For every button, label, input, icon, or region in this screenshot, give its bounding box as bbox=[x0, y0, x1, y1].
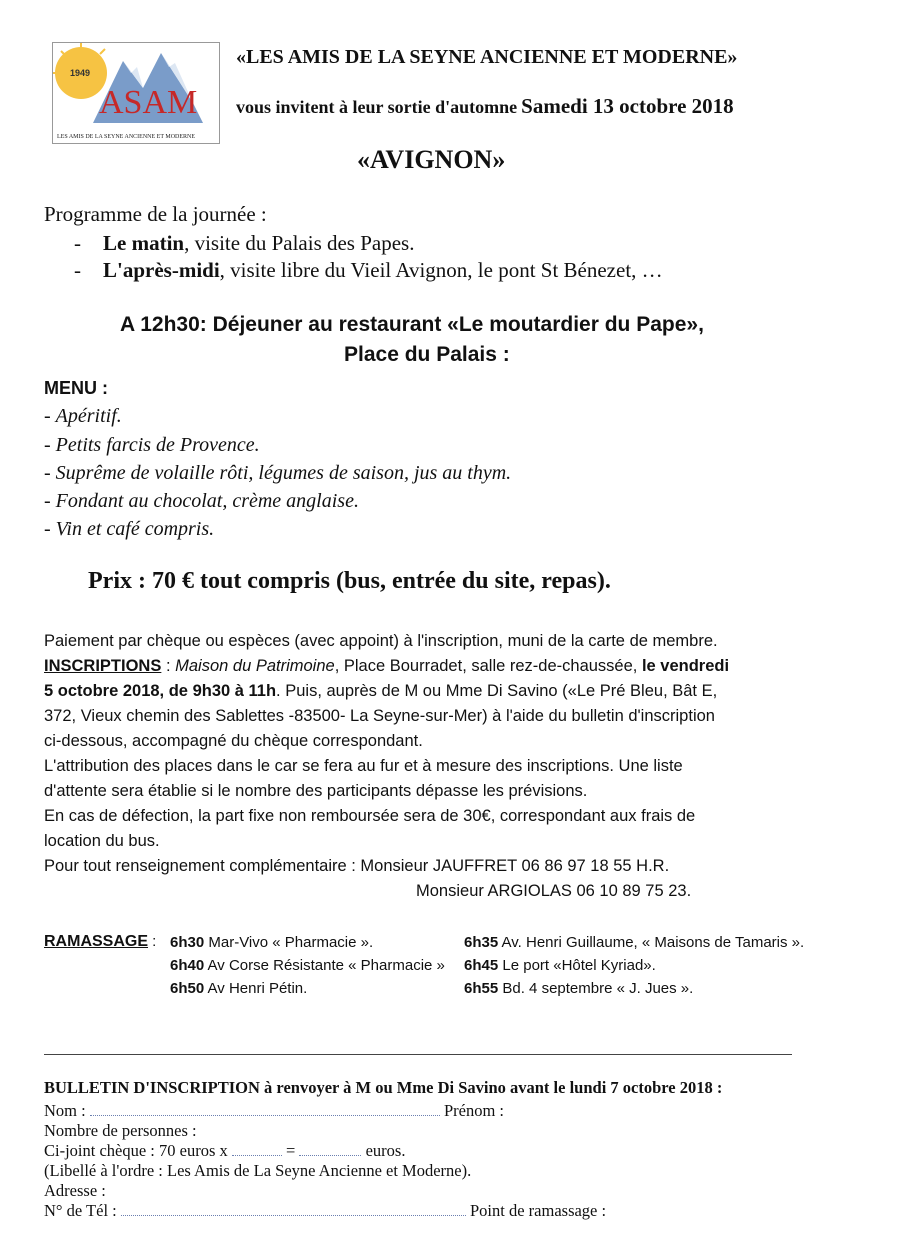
inscriptions-line: INSCRIPTIONS : Maison du Patrimoine, Place Bourradet, salle rez-de-chaussée, le vendredi bbox=[44, 657, 730, 675]
inscriptions-line-2: 5 octobre 2018, de 9h30 à 11h. Puis, auprès de M ou Mme Di Savino («Le Pré Bleu, Bât E, bbox=[44, 682, 718, 700]
ramassage-label: RAMASSAGE : bbox=[44, 933, 157, 950]
nom-field[interactable] bbox=[90, 1103, 440, 1116]
defection-line-1: En cas de défection, la part fixe non remboursée sera de 30€, correspondant aux frais de bbox=[44, 807, 696, 825]
menu-heading: MENU : bbox=[44, 378, 108, 398]
invite-line bbox=[236, 94, 734, 119]
programme-heading: Programme de la journée : bbox=[44, 202, 267, 226]
tel-row bbox=[44, 1201, 606, 1221]
cut-line bbox=[44, 1054, 792, 1055]
logo-graphic bbox=[53, 43, 219, 143]
nom-row bbox=[44, 1101, 504, 1121]
libelle-line: (Libellé à l'ordre : Les Amis de La Seyne Ancienne et Moderne). bbox=[44, 1161, 472, 1180]
price-line: Prix : 70 € tout compris (bus, entrée du site, repas). bbox=[88, 568, 611, 594]
payment-line: Paiement par chèque ou espèces (avec appoint) à l'inscription, muni de la carte de membre. bbox=[44, 632, 718, 650]
logo-caption: LES AMIS DE LA SEYNE ANCIENNE ET MODERNE bbox=[57, 134, 196, 140]
page-title: «AVIGNON» bbox=[357, 145, 506, 174]
menu-item: - Apéritif. bbox=[44, 405, 122, 427]
lunch-line-2: Place du Palais : bbox=[344, 343, 510, 366]
logo-year: 1949 bbox=[70, 68, 91, 78]
bulletin-heading: BULLETIN D'INSCRIPTION à renvoyer à M ou Mme Di Savino avant le lundi 7 octobre 2018 : bbox=[44, 1078, 723, 1097]
point-label: Point de ramassage : bbox=[470, 1201, 607, 1220]
prenom-label: Prénom : bbox=[443, 1101, 505, 1120]
inscriptions-line-3: 372, Vieux chemin des Sablettes -83500- La Seyne-sur-Mer) à l'aide du bulletin d'inscription bbox=[44, 707, 715, 725]
nombre-label: Nombre de personnes : bbox=[44, 1121, 197, 1140]
info-block bbox=[44, 629, 834, 904]
menu-item: - Vin et café compris. bbox=[44, 518, 215, 540]
tel-label: N° de Tél : bbox=[44, 1201, 117, 1220]
asam-logo bbox=[52, 42, 220, 144]
pickup-stop: 6h30 Mar-Vivo « Pharmacie ». bbox=[170, 934, 374, 951]
invite-text: vous invitent à leur sortie d'automne bbox=[236, 97, 518, 117]
inscriptions-line-4: ci-dessous, accompagné du chèque correspondant. bbox=[44, 732, 423, 750]
inscriptions-label: INSCRIPTIONS bbox=[44, 657, 162, 675]
nom-label: Nom : bbox=[44, 1101, 86, 1120]
programme-item: - L'après-midi, visite libre du Vieil Avignon, le pont St Bénezet, … bbox=[74, 258, 663, 282]
logo-wordmark: ASAM bbox=[99, 84, 198, 121]
adresse-label: Adresse : bbox=[44, 1181, 106, 1200]
attribution-line-1: L'attribution des places dans le car se fera au fur et à mesure des inscriptions. Une liste bbox=[44, 757, 683, 775]
pickup-stop: 6h50 Av Henri Pétin. bbox=[170, 980, 308, 997]
lunch-line-1: A 12h30: Déjeuner au restaurant «Le moutardier du Pape», bbox=[120, 313, 704, 336]
pickup-stop: 6h45 Le port «Hôtel Kyriad». bbox=[464, 957, 656, 974]
pickup-stop: 6h35 Av. Henri Guillaume, « Maisons de Tamaris ». bbox=[464, 934, 805, 951]
contact-line-1: Pour tout renseignement complémentaire : Monsieur JAUFFRET 06 86 97 18 55 H.R. bbox=[44, 857, 670, 875]
total-field[interactable] bbox=[299, 1143, 361, 1156]
attribution-line-2: d'attente sera établie si le nombre des participants dépasse les prévisions. bbox=[44, 782, 588, 800]
programme-item: - Le matin, visite du Palais des Papes. bbox=[74, 231, 415, 255]
defection-line-2: location du bus. bbox=[44, 832, 160, 850]
tel-field[interactable] bbox=[121, 1203, 466, 1216]
org-name: «LES AMIS DE LA SEYNE ANCIENNE ET MODERNE» bbox=[236, 46, 738, 68]
menu-item: - Suprême de volaille rôti, légumes de saison, jus au thym. bbox=[44, 462, 512, 484]
event-date: Samedi 13 octobre 2018 bbox=[521, 94, 734, 118]
pickup-stop: 6h40 Av Corse Résistante « Pharmacie » bbox=[170, 957, 445, 974]
menu-item: - Fondant au chocolat, crème anglaise. bbox=[44, 490, 359, 512]
pickup-stop: 6h55 Bd. 4 septembre « J. Jues ». bbox=[464, 980, 694, 997]
cheque-row: Ci-joint chèque : 70 euros x = euros. bbox=[44, 1141, 406, 1160]
nb-persons-field[interactable] bbox=[232, 1143, 282, 1156]
contact-line-2: Monsieur ARGIOLAS 06 10 89 75 23. bbox=[416, 882, 692, 900]
menu-item: - Petits farcis de Provence. bbox=[44, 434, 260, 456]
